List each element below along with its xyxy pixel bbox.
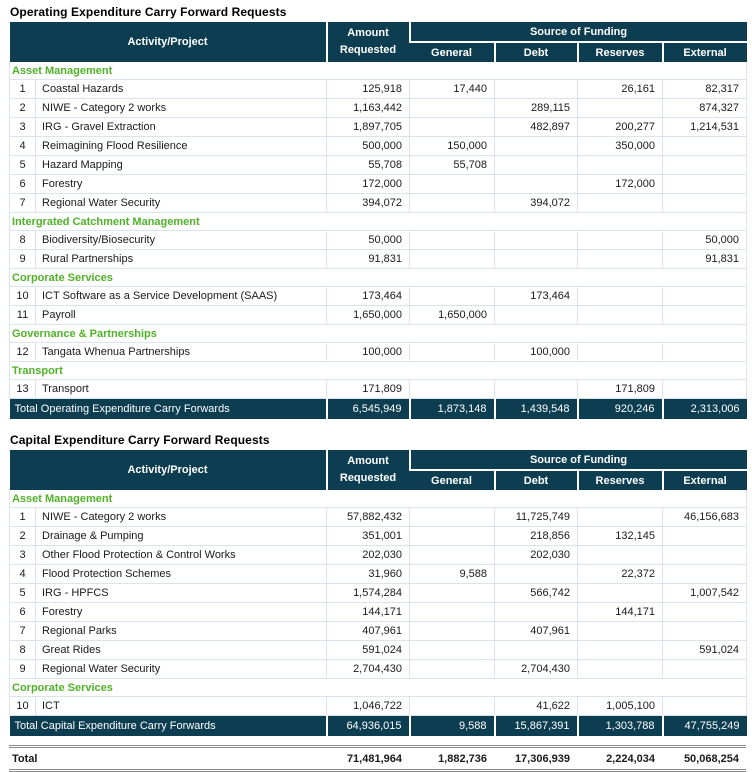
activity-name: Flood Protection Schemes: [36, 565, 327, 584]
general-value: [410, 603, 495, 622]
debt-value: [495, 175, 578, 194]
general-value: [410, 231, 495, 250]
general-value: [410, 175, 495, 194]
activity-name: Regional Water Security: [36, 660, 327, 679]
section-header-label: Transport: [10, 362, 747, 380]
column-header-activity: Activity/Project: [10, 450, 327, 490]
amount-requested-value: 144,171: [327, 603, 410, 622]
table-row: [10, 343, 747, 362]
activity-name: Drainage & Pumping: [36, 527, 327, 546]
amount-requested-value: 57,882,432: [327, 508, 410, 527]
row-number: 2: [10, 99, 36, 118]
column-header-general: General: [410, 470, 495, 490]
capital-expenditure-section: [9, 433, 752, 736]
debt-value: 394,072: [495, 194, 578, 213]
amount-requested-value: 351,001: [327, 527, 410, 546]
general-value: [410, 99, 495, 118]
section-header-label: Corporate Services: [10, 269, 747, 287]
debt-value: [495, 380, 578, 399]
general-value: [410, 194, 495, 213]
debt-value: 482,897: [495, 118, 578, 137]
general-value: [410, 508, 495, 527]
general-value: [410, 660, 495, 679]
debt-value: [495, 250, 578, 269]
debt-value: 41,622: [495, 697, 578, 716]
debt-value: [495, 80, 578, 99]
activity-name: Forestry: [36, 603, 327, 622]
external-value: [663, 306, 747, 325]
activity-name: Transport: [36, 380, 327, 399]
general-value: 17,440: [410, 80, 495, 99]
external-value: [663, 156, 747, 175]
activity-name: NIWE - Category 2 works: [36, 508, 327, 527]
operating-table-title: Operating Expenditure Carry Forward Requests: [10, 5, 287, 19]
amount-requested-value: 2,704,430: [327, 660, 410, 679]
general-value: 150,000: [410, 137, 495, 156]
table-row: [10, 80, 747, 99]
reserves-value: [578, 194, 663, 213]
reserves-value: [578, 343, 663, 362]
table-row: [10, 603, 747, 622]
total-debt: 15,867,391: [495, 716, 578, 737]
reserves-value: [578, 156, 663, 175]
debt-value: 407,961: [495, 622, 578, 641]
amount-requested-value: 1,650,000: [327, 306, 410, 325]
reserves-value: [578, 231, 663, 250]
activity-name: Regional Water Security: [36, 194, 327, 213]
amount-requested-value: 91,831: [327, 250, 410, 269]
activity-name: ICT: [36, 697, 327, 716]
row-number: 6: [10, 175, 36, 194]
general-value: [410, 697, 495, 716]
table-row: [10, 697, 747, 716]
row-number: 9: [10, 660, 36, 679]
general-value: [410, 118, 495, 137]
reserves-value: [578, 250, 663, 269]
row-number: 9: [10, 250, 36, 269]
column-header-source-of-funding: Source of Funding: [410, 450, 747, 470]
row-number: 7: [10, 194, 36, 213]
external-value: [663, 527, 747, 546]
operating-table-body: [10, 62, 747, 419]
general-value: [410, 622, 495, 641]
grand-total-amount: 71,481,964: [326, 747, 409, 771]
external-value: [663, 287, 747, 306]
table-row: [10, 546, 747, 565]
external-value: 91,831: [663, 250, 747, 269]
amount-requested-value: 172,000: [327, 175, 410, 194]
debt-value: 2,704,430: [495, 660, 578, 679]
debt-value: [495, 306, 578, 325]
table-row: [10, 156, 747, 175]
activity-name: Biodiversity/Biosecurity: [36, 231, 327, 250]
external-value: [663, 697, 747, 716]
amount-requested-value: 50,000: [327, 231, 410, 250]
row-number: 8: [10, 231, 36, 250]
reserves-value: [578, 546, 663, 565]
general-value: 1,650,000: [410, 306, 495, 325]
external-value: [663, 137, 747, 156]
amount-requested-value: 394,072: [327, 194, 410, 213]
column-header-debt: Debt: [495, 470, 578, 490]
capital-table-header: [10, 450, 747, 490]
operating-table-header: [10, 22, 747, 62]
amount-requested-value: 591,024: [327, 641, 410, 660]
external-value: 50,000: [663, 231, 747, 250]
capital-table-title: Capital Expenditure Carry Forward Requests: [10, 433, 270, 447]
debt-value: 566,742: [495, 584, 578, 603]
section-header-row: [10, 62, 747, 80]
column-header-amount: Amount Requested: [327, 450, 410, 490]
reserves-value: [578, 306, 663, 325]
external-value: 46,156,683: [663, 508, 747, 527]
grand-total-reserves: 2,224,034: [577, 747, 662, 771]
debt-value: [495, 641, 578, 660]
table-row: [10, 287, 747, 306]
external-value: [663, 175, 747, 194]
external-value: [663, 380, 747, 399]
table-row: [10, 99, 747, 118]
general-value: [410, 584, 495, 603]
activity-name: Coastal Hazards: [36, 80, 327, 99]
column-header-external: External: [663, 470, 747, 490]
table-total-row: [10, 399, 747, 420]
amount-requested-value: 1,163,442: [327, 99, 410, 118]
reserves-value: [578, 622, 663, 641]
table-row: [10, 306, 747, 325]
row-number: 10: [10, 287, 36, 306]
external-value: 874,327: [663, 99, 747, 118]
total-reserves: 920,246: [578, 399, 663, 420]
total-row-label: Total Capital Expenditure Carry Forwards: [10, 716, 327, 737]
column-header-general: General: [410, 42, 495, 62]
general-value: [410, 641, 495, 660]
reserves-value: [578, 287, 663, 306]
column-header-activity: Activity/Project: [10, 22, 327, 62]
table-row: [10, 641, 747, 660]
reserves-value: [578, 584, 663, 603]
table-row: [10, 565, 747, 584]
section-header-label: Corporate Services: [10, 679, 747, 697]
total-general: 9,588: [410, 716, 495, 737]
external-value: 591,024: [663, 641, 747, 660]
table-row: [10, 250, 747, 269]
reserves-value: 22,372: [578, 565, 663, 584]
activity-name: IRG - HPFCS: [36, 584, 327, 603]
reserves-value: 200,277: [578, 118, 663, 137]
total-reserves: 1,303,788: [578, 716, 663, 737]
general-value: 55,708: [410, 156, 495, 175]
row-number: 4: [10, 137, 36, 156]
external-value: 82,317: [663, 80, 747, 99]
column-header-amount: Amount Requested: [327, 22, 410, 62]
section-header-label: Asset Management: [10, 62, 747, 80]
table-row: [10, 231, 747, 250]
external-value: 1,214,531: [663, 118, 747, 137]
activity-name: Other Flood Protection & Control Works: [36, 546, 327, 565]
amount-requested-value: 100,000: [327, 343, 410, 362]
table-row: [10, 137, 747, 156]
activity-name: Reimagining Flood Resilience: [36, 137, 327, 156]
section-header-row: [10, 362, 747, 380]
total-amount-requested: 6,545,949: [327, 399, 410, 420]
external-value: 1,007,542: [663, 584, 747, 603]
table-row: [10, 175, 747, 194]
table-row: [10, 194, 747, 213]
total-row-label: Total Operating Expenditure Carry Forwards: [10, 399, 327, 420]
row-number: 11: [10, 306, 36, 325]
row-number: 6: [10, 603, 36, 622]
table-row: [10, 660, 747, 679]
reserves-value: 350,000: [578, 137, 663, 156]
operating-expenditure-section: [9, 5, 752, 419]
row-number: 7: [10, 622, 36, 641]
column-header-source-of-funding: Source of Funding: [410, 22, 747, 42]
reserves-value: [578, 660, 663, 679]
amount-requested-value: 125,918: [327, 80, 410, 99]
reserves-value: [578, 641, 663, 660]
table-row: [10, 527, 747, 546]
activity-name: NIWE - Category 2 works: [36, 99, 327, 118]
activity-name: Payroll: [36, 306, 327, 325]
debt-value: 289,115: [495, 99, 578, 118]
general-value: [410, 380, 495, 399]
reserves-value: [578, 508, 663, 527]
total-debt: 1,439,548: [495, 399, 578, 420]
reserves-value: 26,161: [578, 80, 663, 99]
reserves-value: 171,809: [578, 380, 663, 399]
grand-total-debt: 17,306,939: [494, 747, 577, 771]
external-value: [663, 622, 747, 641]
debt-value: 218,856: [495, 527, 578, 546]
amount-requested-value: 1,897,705: [327, 118, 410, 137]
debt-value: [495, 137, 578, 156]
column-header-debt: Debt: [495, 42, 578, 62]
row-number: 10: [10, 697, 36, 716]
grand-total-external: 50,068,254: [662, 747, 746, 771]
amount-requested-value: 31,960: [327, 565, 410, 584]
capital-table-body: [10, 490, 747, 736]
general-value: [410, 250, 495, 269]
general-value: [410, 546, 495, 565]
row-number: 4: [10, 565, 36, 584]
column-header-reserves: Reserves: [578, 470, 663, 490]
table-row: [10, 118, 747, 137]
debt-value: [495, 156, 578, 175]
external-value: [663, 343, 747, 362]
table-row: [10, 508, 747, 527]
row-number: 8: [10, 641, 36, 660]
row-number: 1: [10, 508, 36, 527]
activity-name: Great Rides: [36, 641, 327, 660]
external-value: [663, 565, 747, 584]
grand-total-row: [9, 747, 746, 771]
grand-total-table: [9, 745, 746, 772]
debt-value: 100,000: [495, 343, 578, 362]
debt-value: [495, 231, 578, 250]
debt-value: [495, 603, 578, 622]
debt-value: 11,725,749: [495, 508, 578, 527]
row-number: 5: [10, 156, 36, 175]
amount-requested-value: 1,574,284: [327, 584, 410, 603]
table-row: [10, 584, 747, 603]
column-header-external: External: [663, 42, 747, 62]
activity-name: Tangata Whenua Partnerships: [36, 343, 327, 362]
table-total-row: [10, 716, 747, 737]
activity-name: Hazard Mapping: [36, 156, 327, 175]
total-external: 2,313,006: [663, 399, 747, 420]
row-number: 3: [10, 546, 36, 565]
row-number: 12: [10, 343, 36, 362]
amount-requested-value: 173,464: [327, 287, 410, 306]
row-number: 3: [10, 118, 36, 137]
debt-value: 202,030: [495, 546, 578, 565]
section-header-row: [10, 325, 747, 343]
total-general: 1,873,148: [410, 399, 495, 420]
total-amount-requested: 64,936,015: [327, 716, 410, 737]
activity-name: Forestry: [36, 175, 327, 194]
row-number: 2: [10, 527, 36, 546]
amount-requested-value: 55,708: [327, 156, 410, 175]
general-value: [410, 343, 495, 362]
section-header-label: Governance & Partnerships: [10, 325, 747, 343]
debt-value: [495, 565, 578, 584]
amount-requested-value: 171,809: [327, 380, 410, 399]
table-row: [10, 380, 747, 399]
amount-requested-value: 500,000: [327, 137, 410, 156]
grand-total-label: Total: [9, 747, 326, 771]
column-header-reserves: Reserves: [578, 42, 663, 62]
section-header-row: [10, 269, 747, 287]
activity-name: IRG - Gravel Extraction: [36, 118, 327, 137]
activity-name: ICT Software as a Service Development (SAAS): [36, 287, 327, 306]
activity-name: Regional Parks: [36, 622, 327, 641]
reserves-value: 1,005,100: [578, 697, 663, 716]
section-header-row: [10, 490, 747, 508]
section-header-row: [10, 679, 747, 697]
amount-requested-value: 1,046,722: [327, 697, 410, 716]
total-external: 47,755,249: [663, 716, 747, 737]
capital-expenditure-table: [9, 450, 747, 736]
section-header-row: [10, 213, 747, 231]
section-header-label: Intergrated Catchment Management: [10, 213, 747, 231]
amount-requested-value: 407,961: [327, 622, 410, 641]
general-value: [410, 287, 495, 306]
external-value: [663, 603, 747, 622]
reserves-value: 144,171: [578, 603, 663, 622]
activity-name: Rural Partnerships: [36, 250, 327, 269]
reserves-value: [578, 99, 663, 118]
external-value: [663, 194, 747, 213]
external-value: [663, 660, 747, 679]
external-value: [663, 546, 747, 565]
general-value: [410, 527, 495, 546]
reserves-value: 172,000: [578, 175, 663, 194]
general-value: 9,588: [410, 565, 495, 584]
operating-expenditure-table: [9, 22, 747, 419]
table-row: [10, 622, 747, 641]
reserves-value: 132,145: [578, 527, 663, 546]
debt-value: 173,464: [495, 287, 578, 306]
grand-total-general: 1,882,736: [409, 747, 494, 771]
section-header-label: Asset Management: [10, 490, 747, 508]
row-number: 5: [10, 584, 36, 603]
amount-requested-value: 202,030: [327, 546, 410, 565]
row-number: 1: [10, 80, 36, 99]
row-number: 13: [10, 380, 36, 399]
